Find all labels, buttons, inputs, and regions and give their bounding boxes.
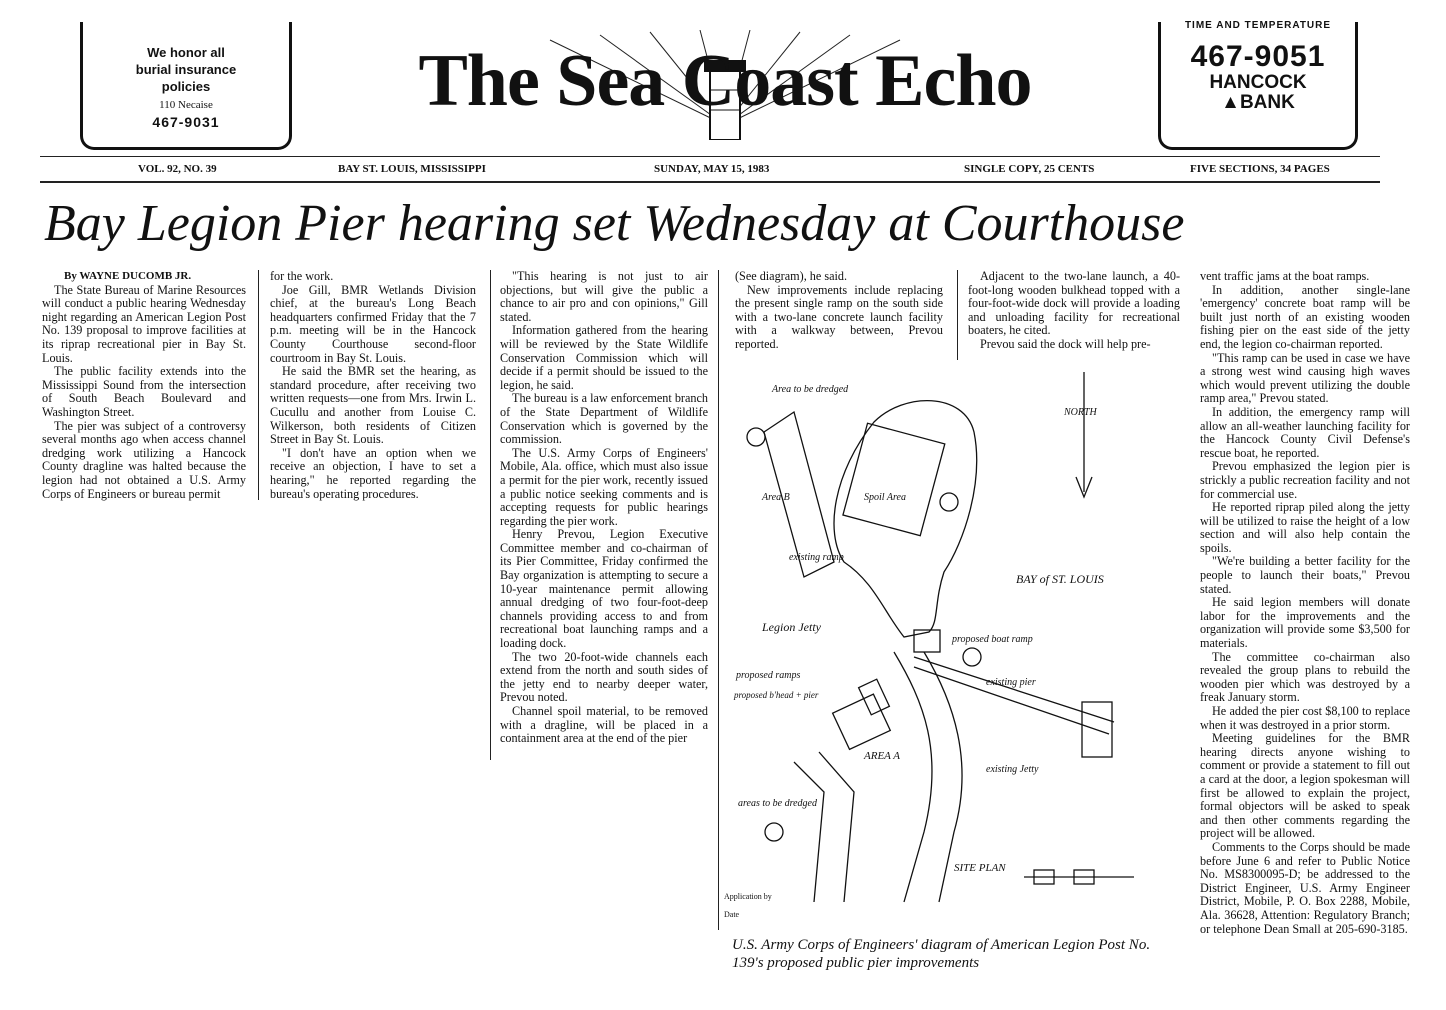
ad-line-2: burial insurance bbox=[135, 62, 237, 77]
label-date: Date bbox=[724, 910, 740, 919]
paragraph: vent traffic jams at the boat ramps. bbox=[1200, 269, 1370, 283]
label-area-a: AREA A bbox=[864, 750, 900, 762]
paragraph: New improvements include replacing the present single ramp on the south side with a two-lane concrete launch facility with a walkway between, Prevou reported. bbox=[735, 282, 943, 351]
paragraph: Prevou emphasized the legion pier is strickly a public recreation facility and not for commercial use. bbox=[1200, 459, 1410, 501]
ad-bank-phone: 467-9051 bbox=[1190, 40, 1326, 73]
paragraph: Information gathered from the hearing will be reviewed by the State Wildlife Conservation Commission which will decide if a permit should be issued to the legion, he said. bbox=[500, 323, 708, 392]
paragraph: Comments to the Corps should be made before June 6 and refer to Public Notice No. MS8300095-D; be addressed to the District Engineer, U.S. Army Engineer District, Mobile, P. O. Box 2288, Mobile, Ala. 36628, Attention: Regulatory Branch; or telephone Dean Small at 205-690-3185. bbox=[1200, 839, 1410, 936]
paragraph: "I don't have an option when we receive an objection, I have to set a hearing," he reported regarding the bureau's operating procedures. bbox=[270, 445, 476, 501]
ad-line-3: policies bbox=[161, 79, 211, 94]
ad-bank-name-2 bbox=[1161, 93, 1355, 113]
label-spoil-area: Spoil Area bbox=[864, 492, 906, 503]
label-site-plan: SITE PLAN bbox=[954, 862, 1006, 874]
paragraph: Channel spoil material, to be removed with a dragline, will be placed in a containment area at the end of the pier bbox=[500, 704, 708, 746]
paragraph: Adjacent to the two-lane launch, a 40-foot-long wooden bulkhead topped with a four-foot-wide dock will provide a loading and unloading facility for recreational boaters, he cited. bbox=[968, 269, 1180, 338]
paragraph: Joe Gill, BMR Wetlands Division chief, at the bureau's Long Beach headquarters confirmed Friday that the 7 p.m. meeting will be in the Hancock County Courthouse second-floor courtroom in Bay St. Louis. bbox=[270, 282, 476, 365]
label-existing-pier: existing pier bbox=[986, 677, 1036, 688]
paragraph: Meeting guidelines for the BMR hearing directs anyone wishing to comment or provide a statement to fill out a card at the door, a legion spokesman will first be allowed to explain the project, formal objectors will be asked to speak and then other comments regarding the project will be allowed. bbox=[1200, 731, 1410, 841]
label-bay: BAY of ST. LOUIS bbox=[1016, 572, 1104, 586]
ad-phone: 467-9031 bbox=[152, 114, 220, 130]
bank-logo-icon: ▲ bbox=[1221, 92, 1240, 113]
paragraph: The pier was subject of a controversy several months ago when access channel dredging work utilizing a Hancock County dragline was halted because the legion had not obtained a U.S. Army Corps of Engineers or bureau permit bbox=[42, 418, 246, 501]
article-column-2 bbox=[270, 270, 476, 501]
paragraph: He said legion members will donate labor for the improvements and the organization will provide some $3,500 for materials. bbox=[1200, 595, 1410, 651]
volume-number: VOL. 92, NO. 39 bbox=[138, 163, 217, 175]
label-proposed-bulkhead: proposed b'head + pier bbox=[734, 690, 819, 700]
bank-ad bbox=[1158, 22, 1358, 150]
label-application-by: Application by bbox=[724, 892, 772, 901]
label-north: NORTH bbox=[1064, 407, 1097, 418]
dateline-location: BAY ST. LOUIS, MISSISSIPPI bbox=[338, 163, 486, 175]
paragraph: He said the BMR set the hearing, as standard procedure, after receiving two written requests—one from Mrs. Irwin L. Cucullu and another from Louise C. Wilkerson, both residents of Citizen Street in Bay St. Louis. bbox=[270, 364, 476, 447]
paragraph: In addition, the emergency ramp will allow an all-weather launching facility for the Hancock County Civil Defense's rescue boat, he reported. bbox=[1200, 404, 1410, 460]
ad-line-1: We honor all bbox=[147, 45, 225, 60]
dateline-date: SUNDAY, MAY 15, 1983 bbox=[654, 163, 770, 175]
paragraph: The bureau is a law enforcement branch of the State Department of Wildlife Conservation which is governed by the commission. bbox=[500, 391, 708, 447]
article-column-3 bbox=[500, 270, 708, 746]
dateline-price: SINGLE COPY, 25 CENTS bbox=[964, 163, 1095, 175]
site-plan-diagram bbox=[724, 362, 1204, 922]
label-area-dredged-top: Area to be dredged bbox=[772, 384, 849, 395]
label-existing-jetty: existing Jetty bbox=[986, 764, 1039, 775]
masthead-title: The Sea Coast Echo bbox=[418, 40, 1032, 122]
ad-bank-name: HANCOCK bbox=[1209, 72, 1307, 93]
dateline-bar bbox=[40, 156, 1380, 183]
label-proposed-ramps: proposed ramps bbox=[736, 670, 801, 681]
column-rule bbox=[258, 270, 259, 500]
column-rule bbox=[718, 270, 719, 930]
paragraph: The two 20-foot-wide channels each extend from the north and south sides of the jetty end to nearby deeper water, Prevou noted. bbox=[500, 649, 708, 705]
paragraph: The U.S. Army Corps of Engineers' Mobile, Ala. office, which must also issue a permit for the pier work, recently issued a public notice seeking comments and is accepting requests for public hearings regarding the pier work. bbox=[500, 445, 708, 528]
label-area-dredged-bottom: areas to be dredged bbox=[738, 798, 817, 809]
ad-address: 110 Necaise bbox=[159, 99, 213, 111]
column-rule bbox=[957, 270, 958, 360]
diagram-caption: U.S. Army Corps of Engineers' diagram of American Legion Post No. 139's proposed public pier improvements bbox=[732, 937, 1151, 971]
paragraph: Henry Prevou, Legion Executive Committee member and co-chairman of its Pier Committee, Friday confirmed the Bay organization is attempting to secure a 10-year maintenance permit allowing annual dredging of two four-foot-deep channels providing access to and from recreational boat launching ramps and a loading dock. bbox=[500, 527, 708, 651]
paragraph: The State Bureau of Marine Resources will conduct a public hearing Wednesday night regarding an American Legion Post No. 139 proposal to improve facilities at its riprap recreational pier in Bay St. Louis. bbox=[42, 282, 246, 365]
funeral-home-ad bbox=[80, 22, 292, 150]
article-column-6 bbox=[1200, 270, 1410, 936]
ad-bank-word: BANK bbox=[1239, 92, 1295, 113]
paragraph: The public facility extends into the Mississippi Sound from the intersection of South Beach Boulevard and Washington Street. bbox=[42, 364, 246, 419]
label-proposed-boat-ramp: proposed boat ramp bbox=[952, 634, 1033, 645]
paragraph: In addition, another single-lane 'emergency' concrete boat ramp will be built just north of an existing wooden fishing pier on the east side of the jetty end, the legion co-chairman reported. bbox=[1200, 282, 1410, 351]
paragraph: "We're building a better facility for the people to launch their boats," Prevou stated. bbox=[1200, 554, 1410, 596]
byline: By WAYNE DUCOMB JR. bbox=[64, 270, 192, 282]
article-column-5 bbox=[968, 270, 1180, 352]
masthead bbox=[300, 30, 1150, 140]
article-column-1 bbox=[42, 270, 246, 501]
label-legion-jetty: Legion Jetty bbox=[762, 620, 821, 634]
headline: Bay Legion Pier hearing set Wednesday at Courthouse bbox=[44, 195, 1185, 252]
ad-time-temp: TIME AND TEMPERATURE bbox=[1184, 20, 1332, 31]
paragraph: (See diagram), he said. bbox=[735, 269, 848, 283]
paragraph: The committee co-chairman also revealed the group plans to rebuild the wooden pier which was destroyed by a freak January storm. bbox=[1200, 649, 1410, 705]
article-column-4 bbox=[735, 270, 943, 352]
column-rule bbox=[490, 270, 491, 760]
label-area-b: Area B bbox=[762, 492, 790, 503]
label-existing-ramp: existing ramp bbox=[789, 552, 844, 563]
paragraph: He reported riprap piled along the jetty will be utilized to raise the height of a low section and will also help contain the spoils. bbox=[1200, 500, 1410, 555]
paragraph: for the work. bbox=[270, 269, 334, 283]
paragraph: "This ramp can be used in case we have a strong west wind causing high waves which would prevent utilizing the double ramp area," Prevou stated. bbox=[1200, 350, 1410, 406]
paragraph: Prevou said the dock will help pre- bbox=[980, 336, 1151, 351]
dateline-sections: FIVE SECTIONS, 34 PAGES bbox=[1190, 163, 1330, 175]
paragraph: "This hearing is not just to air objections, but will give the public a chance to air pro and con opinions," Gill stated. bbox=[500, 269, 708, 324]
paragraph: He added the pier cost $8,100 to replace when it was destroyed in a prior storm. bbox=[1200, 704, 1410, 732]
